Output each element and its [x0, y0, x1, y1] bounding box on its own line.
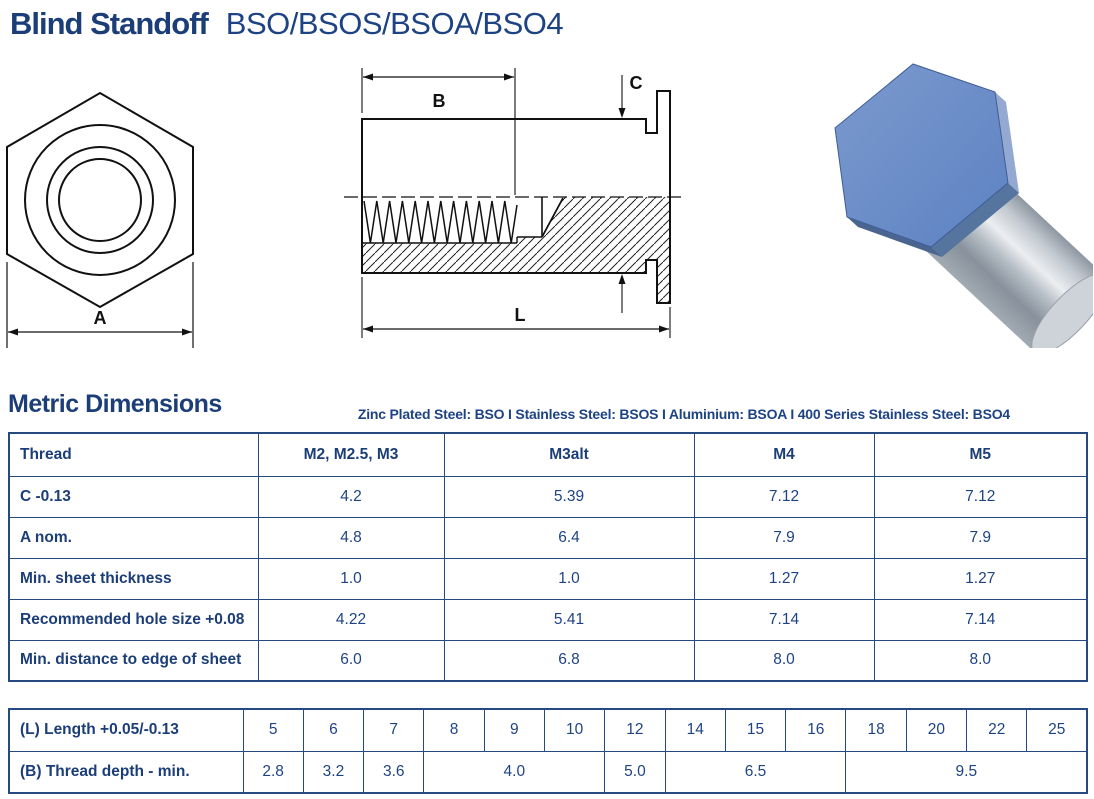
inner-circle — [59, 159, 141, 241]
cell-value: 6.0 — [258, 640, 444, 681]
length-cell: 7 — [364, 709, 424, 751]
cell-value: 7.9 — [694, 517, 874, 558]
cell-value: 7.12 — [874, 476, 1087, 517]
cell-value: 7.9 — [874, 517, 1087, 558]
length-row — [9, 709, 1087, 751]
length-cell: 14 — [665, 709, 725, 751]
metric-dimensions-table — [8, 432, 1088, 682]
row-label: A nom. — [9, 517, 258, 558]
col-header-thread: Thread — [9, 433, 258, 476]
length-cell: 18 — [846, 709, 906, 751]
side-section-drawing — [330, 55, 700, 355]
col-header-m5: M5 — [874, 433, 1087, 476]
cell-value: 1.27 — [694, 558, 874, 599]
cell-value: 7.12 — [694, 476, 874, 517]
dim-label-l: L — [514, 305, 526, 325]
length-cell: 6 — [303, 709, 363, 751]
table-row — [9, 640, 1087, 681]
cell-value: 5.39 — [444, 476, 694, 517]
depth-cell: 2.8 — [243, 751, 303, 793]
cell-value: 1.0 — [258, 558, 444, 599]
depth-cell: 3.6 — [364, 751, 424, 793]
depth-cell: 5.0 — [605, 751, 665, 793]
row-label: Min. sheet thickness — [9, 558, 258, 599]
cell-value: 6.4 — [444, 517, 694, 558]
depth-cell: 9.5 — [846, 751, 1087, 793]
arrow-left-icon — [363, 326, 373, 333]
cell-value: 4.2 — [258, 476, 444, 517]
arrow-down-icon — [619, 108, 626, 118]
dim-label-a: A — [93, 308, 107, 328]
depth-cell: 3.2 — [303, 751, 363, 793]
row-label: Min. distance to edge of sheet — [9, 640, 258, 681]
table-header-row — [9, 433, 1087, 476]
row-label: C -0.13 — [9, 476, 258, 517]
page-header — [10, 6, 563, 42]
length-cell: 8 — [424, 709, 484, 751]
col-header-m4: M4 — [694, 433, 874, 476]
depth-cell: 6.5 — [665, 751, 846, 793]
cell-value: 5.41 — [444, 599, 694, 640]
middle-circle — [47, 147, 153, 253]
length-cell: 5 — [243, 709, 303, 751]
col-header-m2: M2, M2.5, M3 — [258, 433, 444, 476]
length-cell: 9 — [484, 709, 544, 751]
row-label: Recommended hole size +0.08 — [9, 599, 258, 640]
arrow-right-icon — [182, 329, 192, 336]
page-title: Blind Standoff — [10, 6, 208, 41]
row-label: (B) Thread depth - min. — [9, 751, 243, 793]
length-cell: 25 — [1027, 709, 1087, 751]
length-cell: 15 — [725, 709, 785, 751]
product-codes: BSO/BSOS/BSOA/BSO4 — [225, 6, 564, 41]
depth-row — [9, 751, 1087, 793]
arrow-up-icon — [619, 274, 626, 284]
cell-value: 7.14 — [694, 599, 874, 640]
length-table — [8, 708, 1088, 794]
col-header-m3alt: M3alt — [444, 433, 694, 476]
cell-value: 4.22 — [258, 599, 444, 640]
depth-cell: 4.0 — [424, 751, 605, 793]
cell-value: 8.0 — [874, 640, 1087, 681]
cell-value: 1.0 — [444, 558, 694, 599]
materials-line: Zinc Plated Steel: BSO I Stainless Steel: BSOS I Aluminium: BSOA I 400 Series Stainless Steel: BSO4 — [357, 406, 1010, 422]
table-row — [9, 558, 1087, 599]
length-cell: 12 — [605, 709, 665, 751]
hex-front-view-drawing — [0, 58, 230, 358]
section-title: Metric Dimensions — [8, 390, 222, 418]
dim-label-b: B — [432, 91, 446, 111]
product-3d-image — [815, 50, 1093, 348]
arrow-right-icon — [504, 74, 514, 81]
table-row — [9, 517, 1087, 558]
row-label: (L) Length +0.05/-0.13 — [9, 709, 243, 751]
length-cell: 10 — [544, 709, 604, 751]
length-cell: 22 — [967, 709, 1027, 751]
dim-label-c: C — [629, 73, 643, 93]
arrow-right-icon — [659, 326, 669, 333]
cell-value: 1.27 — [874, 558, 1087, 599]
table-row — [9, 599, 1087, 640]
cell-value: 4.8 — [258, 517, 444, 558]
cell-value: 6.8 — [444, 640, 694, 681]
cell-value: 8.0 — [694, 640, 874, 681]
arrow-left-icon — [363, 74, 373, 81]
cell-value: 7.14 — [874, 599, 1087, 640]
table-row — [9, 476, 1087, 517]
length-cell: 16 — [786, 709, 846, 751]
length-cell: 20 — [906, 709, 966, 751]
arrow-left-icon — [8, 329, 18, 336]
